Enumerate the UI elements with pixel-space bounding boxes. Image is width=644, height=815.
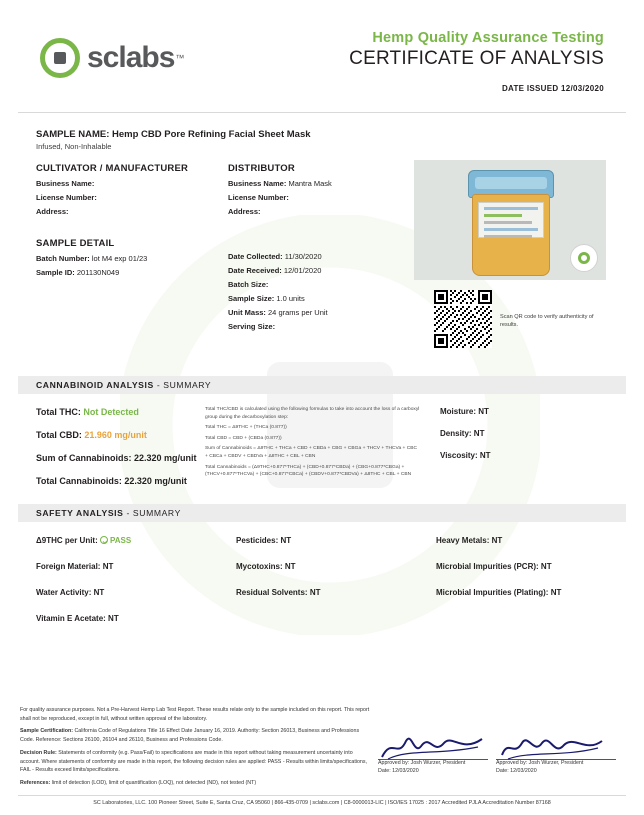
total-cannabinoids-row: [36, 476, 226, 486]
cultivator-heading: CULTIVATOR / MANUFACTURER: [36, 163, 189, 174]
value: NT: [540, 562, 552, 571]
batch-number: [36, 254, 221, 263]
report-type-title: Hemp Quality Assurance Testing: [372, 30, 604, 46]
safety-section-bar: [18, 504, 626, 522]
cannabinoid-section-bar: [18, 376, 626, 394]
viscosity-row: [440, 451, 610, 460]
batch-size: [228, 280, 428, 289]
label: Total Cannabinoids:: [36, 476, 122, 486]
signature-mark: [496, 733, 606, 763]
mycotoxins-row: [236, 562, 431, 571]
sclabs-mark-icon: [40, 38, 80, 78]
density-row: [440, 429, 610, 438]
value: 22.320 mg/unit: [124, 476, 187, 486]
foreign-material-row: [36, 562, 236, 571]
sample-name-label: SAMPLE NAME:: [36, 129, 110, 140]
microbial-pcr-row: [436, 562, 636, 571]
cannabinoid-summary: [36, 407, 226, 499]
value: NT: [284, 562, 296, 571]
vitamin-e-acetate-row: [36, 614, 236, 623]
decision-rule: [20, 749, 372, 775]
qa-disclaimer: For quality assurance purposes. Not a Pre-Harvest Hemp Lab Test Report. These results relate only to the sample included on this report. This report shall not be reproduced, except in full, without written approval of the laboratory.: [20, 707, 370, 722]
label: Total CBD:: [36, 430, 82, 440]
unit-mass: [228, 308, 428, 317]
sample-jar-image: [464, 170, 556, 274]
sample-detail-dates: [228, 252, 428, 331]
d9thc-per-unit-row: [36, 536, 236, 545]
safety-column-1: [36, 536, 236, 640]
label: Batch Number:: [36, 254, 90, 263]
pesticides-row: [236, 536, 431, 545]
value: NT: [108, 614, 119, 623]
label-line: [484, 207, 538, 210]
value: 24 grams per Unit: [268, 308, 328, 317]
date-collected: [228, 252, 428, 261]
qr-instruction: Scan QR code to verify authenticity of results.: [500, 314, 594, 329]
text: California Code of Regulations Title 16 Effect Date January 16, 2019. Authority: Section 26013, Business and Professions Code. Reference: Sections 26100, 26104 and 26110, Business and Professions Code.: [20, 728, 360, 744]
label: Moisture:: [440, 407, 476, 416]
label: License Number:: [228, 193, 289, 202]
distributor-business-name: [228, 179, 413, 188]
label: Sample Certification:: [20, 728, 73, 735]
safety-section-title: [36, 508, 181, 518]
label: Foreign Material:: [36, 562, 101, 571]
label: Residual Solvents:: [236, 588, 308, 597]
sample-name: [36, 129, 311, 140]
text: limit of detection (LOD), limit of quantification (LOQ), not detected (ND), not tested (NT): [50, 780, 257, 787]
signature-block-right: [496, 735, 616, 774]
label: Density:: [440, 429, 472, 438]
label: Water Activity:: [36, 588, 92, 597]
date-received: [228, 266, 428, 275]
label: Δ9THC per Unit:: [36, 536, 98, 545]
label: Microbial Impurities (Plating):: [436, 588, 549, 597]
value: Not Detected: [83, 407, 139, 417]
value: NT: [491, 536, 503, 545]
label-line: [484, 221, 532, 224]
distributor-heading: DISTRIBUTOR: [228, 163, 295, 174]
header-divider: [18, 112, 626, 113]
sample-detail-heading: SAMPLE DETAIL: [36, 238, 115, 249]
value: 201130N049: [76, 268, 120, 277]
label: Pesticides:: [236, 536, 279, 545]
sample-size: [228, 294, 428, 303]
value: 1.0 units: [276, 294, 305, 303]
label: Address:: [36, 207, 69, 216]
total-cbd-row: [36, 430, 226, 440]
pass-check-icon: [100, 536, 108, 544]
value: lot M4 exp 01/23: [91, 254, 148, 263]
footer-divider: [18, 795, 626, 796]
date-issued: DATE ISSUED 12/03/2020: [501, 84, 604, 93]
serving-size: [228, 322, 428, 331]
label: Sample ID:: [36, 268, 75, 277]
formula-total-cannabinoids: Total Cannabinoids = (Δ9THC+0.877*THCa) + (CBD+0.877*CBDa) + (CBG+0.877*CBGa) + (THCV+0.877*THCVa) + (CBC+0.877*CBCa) + (CBDV+0.877*CBDVa) + Δ8THC + CBL + CBN: [205, 464, 412, 478]
label: Total THC:: [36, 407, 81, 417]
heavy-metals-row: [436, 536, 636, 545]
distributor-block: [228, 163, 413, 216]
label: Sum of Cannabinoids:: [36, 453, 132, 463]
title-sub: - SUMMARY: [156, 380, 212, 390]
calculation-notes: [205, 406, 420, 482]
value: NT: [93, 588, 105, 597]
label: Date Received:: [228, 266, 282, 275]
formula-total-thc: Total THC = Δ9THC + (THCa (0.877)): [205, 425, 287, 431]
water-activity-row: [36, 588, 236, 597]
safety-column-3: [436, 536, 636, 614]
sample-subtitle: Infused, Non-Inhalable: [36, 142, 112, 151]
approved-by-left: Approved by: Josh Wurzer, President: [378, 760, 466, 766]
cultivator-address: [36, 207, 221, 216]
value: NT: [550, 588, 562, 597]
cannabinoid-section-title: [36, 380, 211, 390]
label: Mycotoxins:: [236, 562, 283, 571]
value: Mantra Mask: [288, 179, 332, 188]
label: License Number:: [36, 193, 97, 202]
cultivator-business-name: [36, 179, 221, 188]
formula-intro: Total THC/CBD is calculated using the following formulas to take into account the loss of a carboxyl group during the decarboxylation step:: [205, 407, 420, 420]
label: Business Name:: [36, 179, 95, 188]
value: NT: [478, 407, 489, 416]
title-text: SAFETY ANALYSIS: [36, 508, 124, 518]
moisture-row: [440, 407, 610, 416]
formula-total-cbd: Total CBD = CBD + (CBDa (0.877)): [205, 435, 282, 441]
value: 21.960 mg/unit: [84, 430, 147, 440]
text: Statements of conformity (e.g. Pass/Fail) to specifications are made in this report without taking measurement uncertainty into account. Where statements of conformity are made in this report, the following decision rules are applied: PASS - Results within limits/specifications, FAIL - Results exceed limits/specifications.: [20, 749, 368, 774]
approved-by-right: Approved by: Josh Wurzer, President: [496, 760, 584, 766]
formula-sum-cannabinoids: Sum of Cannabinoids = Δ9THC + THCa + CBD + CBDa + CBG + CBGa + THCV + THCVa + CBC + CBCa + CBDV + CBDVa + Δ8THC + CBL + CBN: [205, 446, 418, 459]
distributor-license-number: [228, 193, 413, 202]
label: Date Collected:: [228, 252, 283, 261]
label-line: [484, 235, 532, 238]
page-header: [0, 0, 644, 96]
product-photo: [414, 160, 606, 280]
label: Business Name:: [228, 179, 287, 188]
jar-label: [478, 202, 544, 238]
references: [20, 779, 372, 788]
sclabs-seal-icon: [570, 244, 598, 272]
signature-date-right: Date: 12/03/2020: [496, 768, 537, 774]
label-line: [484, 214, 522, 217]
logo-trademark: ™: [175, 53, 185, 63]
cultivator-license-number: [36, 193, 221, 202]
logo-wordmark: sclabs: [87, 41, 175, 74]
value: 11/30/2020: [284, 252, 322, 261]
label: Sample Size:: [228, 294, 275, 303]
value: NT: [309, 588, 321, 597]
value: NT: [280, 536, 292, 545]
signature-block-left: [378, 735, 488, 774]
label: Batch Size:: [228, 280, 269, 289]
value: 12/01/2020: [283, 266, 322, 275]
physical-properties: [440, 407, 610, 473]
label: Viscosity:: [440, 451, 478, 460]
sc-labs-logo: [40, 38, 184, 78]
total-thc-row: [36, 407, 226, 417]
label: Decision Rule:: [20, 749, 57, 756]
sample-id: [36, 268, 221, 277]
cultivator-block: [36, 163, 221, 216]
microbial-plating-row: [436, 588, 636, 597]
safety-column-2: [236, 536, 431, 614]
legal-disclaimers: [20, 706, 372, 792]
label: Heavy Metals:: [436, 536, 490, 545]
value: PASS: [109, 536, 132, 545]
value: NT: [479, 451, 491, 460]
label: Address:: [228, 207, 261, 216]
page-footer: SC Laboratories, LLC. 100 Pioneer Street, Suite E, Santa Cruz, CA 95060 | 866-435-0709 | sclabs.com | C8-0000013-LIC | ISO/IES 17025 : 2017 Accredited PJLA Accreditation Number 87168: [93, 800, 551, 806]
value: NT: [102, 562, 114, 571]
label: Unit Mass:: [228, 308, 266, 317]
label: Vitamin E Acetate:: [36, 614, 106, 623]
sum-cannabinoids-row: [36, 453, 226, 463]
label: Microbial Impurities (PCR):: [436, 562, 539, 571]
qr-code[interactable]: [434, 290, 492, 348]
header-titles: [349, 30, 604, 93]
sample-detail-block: [36, 238, 221, 277]
distributor-address: [228, 207, 413, 216]
label: References:: [20, 780, 51, 787]
label-line: [484, 228, 538, 231]
sample-name-value: Hemp CBD Pore Refining Facial Sheet Mask: [112, 129, 311, 140]
residual-solvents-row: [236, 588, 431, 597]
title-sub: - SUMMARY: [126, 508, 181, 518]
value: 22.320 mg/unit: [134, 453, 197, 463]
signature-date-left: Date: 12/03/2020: [378, 768, 419, 774]
sample-certification: [20, 727, 372, 744]
label: Serving Size:: [228, 322, 276, 331]
value: NT: [473, 429, 485, 438]
title-text: CANNABINOID ANALYSIS: [36, 380, 154, 390]
signature-mark: [378, 733, 486, 763]
certificate-title: CERTIFICATE OF ANALYSIS: [349, 48, 604, 69]
